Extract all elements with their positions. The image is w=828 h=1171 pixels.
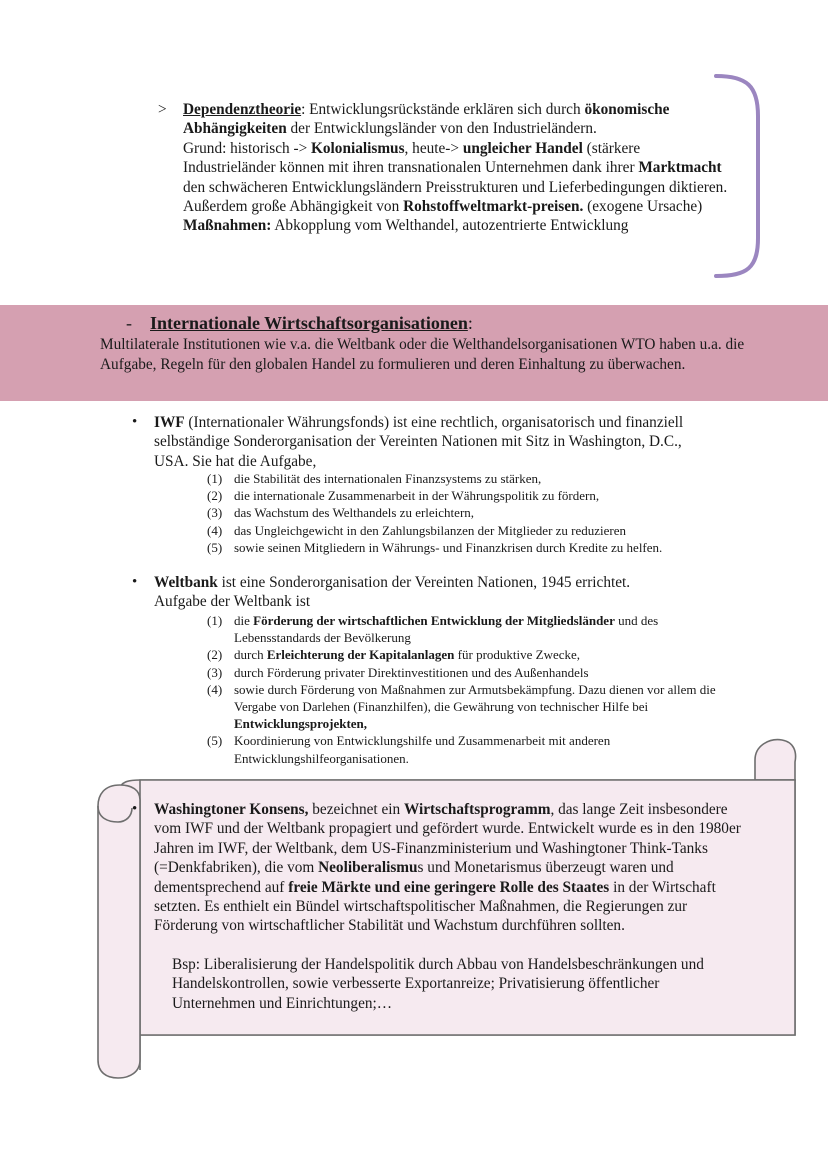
iwf-text: (Internationaler Währungsfonds) ist eine rechtlich, organisatorisch und finanziell selbständige Sonderorganisation der Vereinten Nationen mit Sitz in Washington, D.C., USA. Sie hat die Aufgabe,: [154, 414, 684, 470]
list-item: (4) sowie durch Förderung von Maßnahmen zur Armutsbekämpfung. Dazu dienen vor allem die Vergabe von Darlehen (Finanzhilfen), die Gewährung von technischer Hilfe bei Entwicklungsprojekten,: [207, 681, 716, 732]
section-intro: Multilaterale Institutionen wie v.a. die Weltbank oder die Welthandelsorganisationen WTO haben u.a. die Aufgabe, Regeln für den globalen Handel zu formulieren und deren Einhaltung zu überwachen.: [100, 336, 745, 373]
bullet-icon: •: [132, 574, 138, 590]
weltbank-term: Weltbank: [154, 574, 218, 591]
list-item: (1) die Förderung der wirtschaftlichen Entwicklung der Mitgliedsländer und des Lebensstandards der Bevölkerung: [207, 613, 659, 646]
bold-term: ungleicher Handel: [462, 139, 583, 157]
list-item: (5) sowie seinen Mitgliedern in Währungs- und Finanzkrisen durch Kredite zu helfen.: [207, 539, 663, 555]
text-segment: bezeichnet ein: [308, 801, 404, 818]
text-segment: in der Wirtschaft setzten. Es enthielt ein Bündel wirtschaftspolitischer Maßnahmen, die Regierungen zur Förderung von wirtschaftlicher Stabilität und Wachstum durchführen sollten.: [154, 878, 716, 935]
weltbank-text: ist eine Sonderorganisation der Vereinten Nationen, 1945 errichtet.: [217, 574, 631, 591]
washington-paragraph: [154, 800, 744, 936]
colon: :: [467, 313, 473, 333]
bold-term: Rohstoffweltmarkt-preisen.: [403, 198, 584, 216]
section-title-text: Internationale Wirtschaftsorganisationen: [150, 313, 468, 333]
text-segment: (stärkere Industrieländer können mit ihren transnationalen Unternehmen dank ihrer: [183, 139, 641, 177]
text-segment: (exogene Ursache): [583, 198, 703, 216]
arrow-bullet-icon: >: [158, 101, 167, 118]
text-segment: den schwächeren Entwicklungsländern Preisstrukturen und Lieferbedingungen diktieren. Außerdem große Abhängigkeit von: [183, 178, 728, 216]
list-item: (4) das Ungleichgewicht in den Zahlungsbilanzen der Mitglieder zu reduzieren: [207, 522, 627, 538]
washington-example: Bsp: Liberalisierung der Handelspolitik durch Abbau von Handelsbeschränkungen und Handelskontrollen, sowie verbesserte Exportanreize; Privatisierung öffentlicher Unternehmen und Einrichtungen;…: [172, 956, 704, 1012]
bold-term: freie Märkte und eine geringere Rolle des Staates: [288, 878, 610, 896]
bold-term: Kolonialismus: [311, 139, 405, 157]
text-segment: der Entwicklungsländer von den Industrieländern.: [286, 120, 597, 138]
list-item: (5) Koordinierung von Entwicklungshilfe und Zusammenarbeit mit anderen Entwicklungshilfeorganisationen.: [207, 733, 611, 766]
text-segment: s und Monetarismus überzeugt waren und dementsprechend auf: [154, 859, 674, 896]
bold-term: Marktmacht: [638, 159, 722, 177]
iwf-term: IWF: [154, 414, 185, 431]
list-item: (2) die internationale Zusammenarbeit in der Währungspolitik zu fördern,: [207, 488, 600, 504]
bold-term: ökonomische Abhängigkeiten: [183, 101, 670, 138]
text-segment: Grund: historisch ->: [183, 139, 312, 157]
bold-term: Wirtschaftsprogramm: [404, 801, 551, 818]
weltbank-text: Aufgabe der Weltbank ist: [154, 593, 311, 611]
list-item: (1) die Stabilität des internationalen Finanzsystems zu stärken,: [207, 471, 542, 486]
bullet-icon: •: [132, 801, 138, 817]
bullet-icon: •: [132, 414, 138, 430]
bold-term: Maßnahmen:: [183, 217, 272, 235]
dependenz-title: Dependenztheorie: [183, 101, 302, 118]
list-item: (2) durch Erleichterung der Kapitalanlagen für produktive Zwecke,: [207, 647, 581, 663]
text-segment: , heute->: [404, 139, 463, 157]
dash-bullet: -: [126, 313, 132, 333]
bold-term: Washingtoner Konsens,: [154, 801, 309, 818]
text-segment: : Entwicklungsrückstände erklären sich durch: [301, 101, 585, 118]
text-segment: , das lange Zeit insbesondere vom IWF und der Weltbank propagiert und gefördert wurde. Entwickelt wurde es in den 1980er Jahren im IWF, der Weltbank, dem US-Finanzministerium und Washingtoner Think-Tanks (=Denkfabriken), die vom: [154, 801, 741, 877]
bold-term: Neoliberalismu: [318, 859, 418, 877]
text-segment: Abkopplung vom Welthandel, autozentrierte Entwicklung: [271, 217, 629, 235]
list-item: (3) durch Förderung privater Direktinvestitionen und des Außenhandels: [207, 664, 589, 680]
list-item: (3) das Wachstum des Welthandels zu erleichtern,: [207, 505, 475, 521]
